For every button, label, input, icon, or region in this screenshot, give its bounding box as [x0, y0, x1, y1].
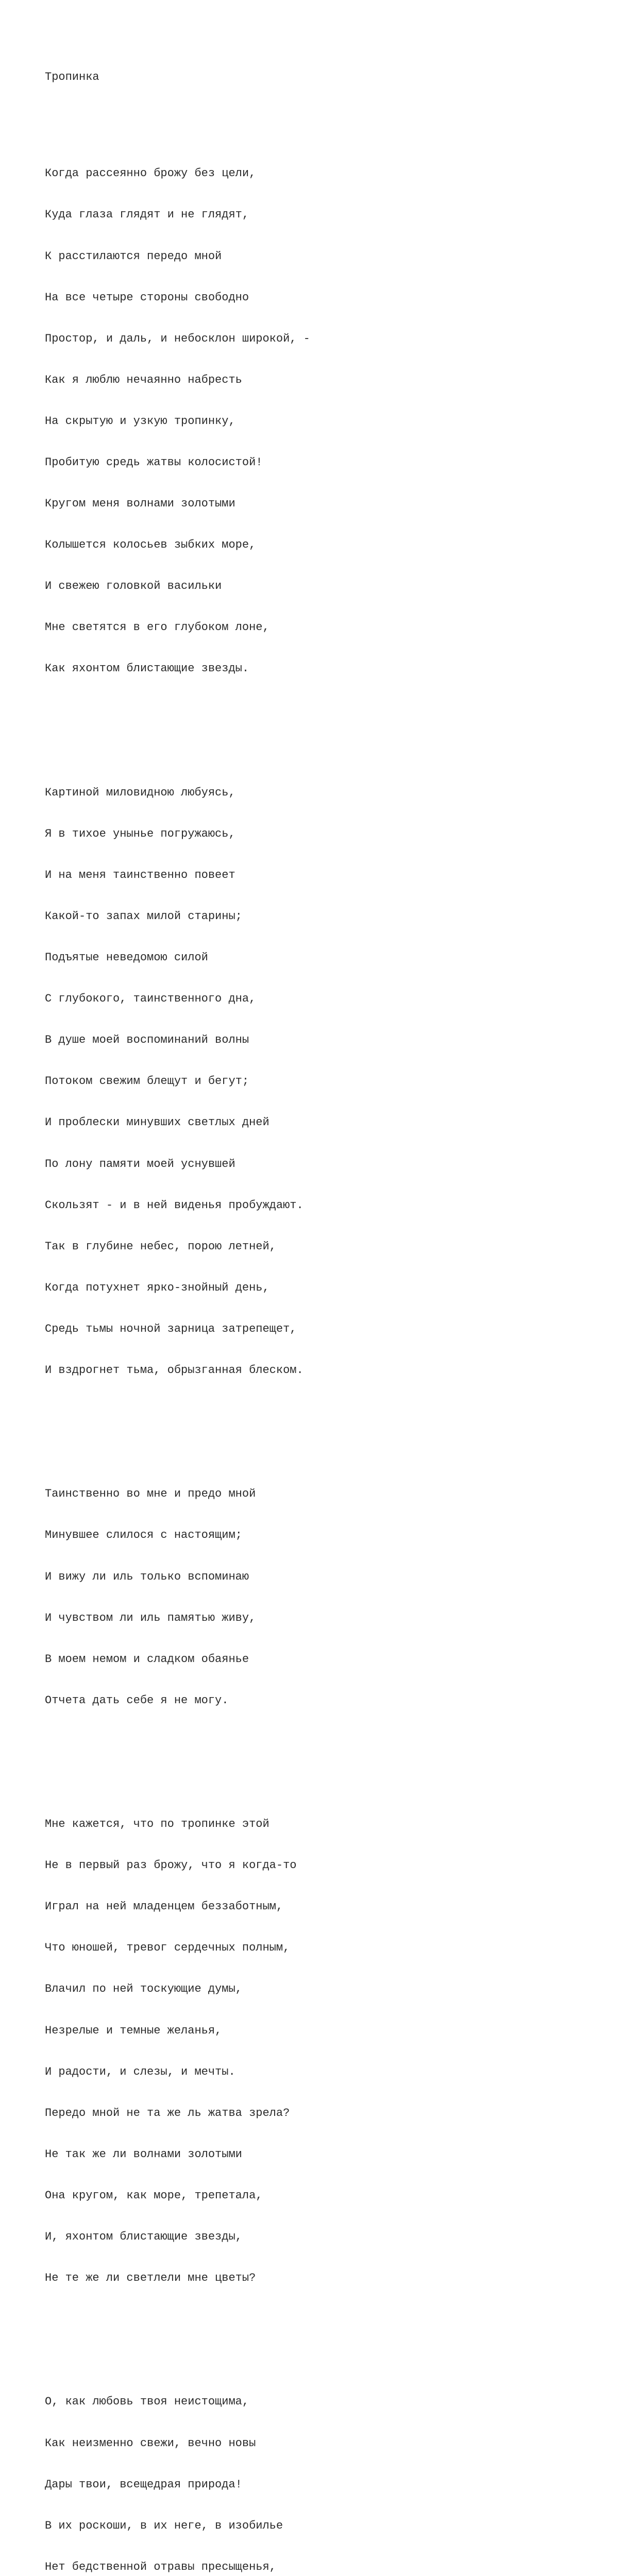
- poem-line: Простор, и даль, и небосклон широкой, -: [45, 332, 310, 345]
- poem-title: Тропинка: [45, 71, 99, 84]
- poem-line: Когда потухнет ярко-знойный день,: [45, 1281, 270, 1294]
- poem-line: Что юношей, тревог сердечных полным,: [45, 1941, 290, 1955]
- poem-line: Как я люблю нечаянно набресть: [45, 373, 242, 386]
- poem-line: Колышется колосьев зыбких море,: [45, 538, 256, 552]
- poem-line: Я в тихое унынье погружаюсь,: [45, 827, 235, 840]
- poem-line: На все четыре стороны свободно: [45, 291, 249, 304]
- stanza-4: [45, 1790, 612, 2313]
- poem-line: На скрытую и узкую тропинку,: [45, 414, 235, 428]
- poem-line: Передо мной не та же ль жатва зрела?: [45, 2106, 290, 2120]
- poem-line: В их роскоши, в их неге, в изобилье: [45, 2519, 283, 2532]
- poem-line: Какой-то запах милой старины;: [45, 910, 242, 923]
- poem-line: Пробитую средь жатвы колосистой!: [45, 455, 263, 469]
- poem-line: К расстилаются передо мной: [45, 249, 222, 263]
- poem-line: По лону памяти моей уснувшей: [45, 1157, 235, 1171]
- poem-line: В моем немом и сладком обаянье: [45, 1652, 249, 1666]
- poem-line: Мне кажется, что по тропинке этой: [45, 1818, 270, 1831]
- poem-line: Как неизменно свежи, вечно новы: [45, 2436, 256, 2450]
- poem-line: Мне светятся в его глубоком лоне,: [45, 621, 270, 634]
- poem-line: И чувством ли иль памятью живу,: [45, 1611, 256, 1624]
- poem-line: И вздрогнет тьма, обрызганная блеском.: [45, 1364, 304, 1377]
- poem-line: Не так же ли волнами золотыми: [45, 2147, 242, 2161]
- stanza-5: [45, 2368, 612, 2576]
- poem-line: Куда глаза глядят и не глядят,: [45, 208, 249, 222]
- poem-line: В душе моей воспоминаний волны: [45, 1033, 249, 1047]
- poem-line: Потоком свежим блещут и бегут;: [45, 1075, 249, 1088]
- stanza-2: [45, 758, 612, 1405]
- poem-line: Отчета дать себе я не могу.: [45, 1693, 229, 1707]
- poem-line: Скользят - и в ней виденья пробуждают.: [45, 1198, 304, 1212]
- poem-line: Как яхонтом блистающие звезды.: [45, 662, 249, 675]
- poem-line: О, как любовь твоя неистощима,: [45, 2395, 249, 2409]
- poem-line: Дары твои, всещедрая природа!: [45, 2478, 242, 2491]
- poem-line: Подъятые неведомою силой: [45, 951, 208, 964]
- stanza-1: [45, 140, 612, 704]
- poem-line: Играл на ней младенцем беззаботным,: [45, 1900, 283, 1913]
- poem-line: Она кругом, как море, трепетала,: [45, 2189, 263, 2202]
- poem-line: И проблески минувших светлых дней: [45, 1116, 270, 1129]
- poem-line: И свежею головкой васильки: [45, 580, 222, 593]
- poem-line: Картиной миловидною любуясь,: [45, 786, 235, 799]
- poem-line: И, яхонтом блистающие звезды,: [45, 2230, 242, 2244]
- poem-text: [45, 43, 612, 2576]
- poem-line: Не в первый раз брожу, что я когда-то: [45, 1859, 297, 1872]
- poem-line: Таинственно во мне и предо мной: [45, 1487, 256, 1501]
- poem-line: Нет бедственной отравы пресыщенья,: [45, 2560, 276, 2573]
- poem-line: Кругом меня волнами золотыми: [45, 497, 235, 511]
- poem-line: Незрелые и темные желанья,: [45, 2024, 222, 2037]
- poem-line: Влачил по ней тоскующие думы,: [45, 1982, 242, 1996]
- poem-line: С глубокого, таинственного дна,: [45, 992, 256, 1006]
- poem-line: Минувшее слилося с настоящим;: [45, 1529, 242, 1542]
- poem-line: И вижу ли иль только вспоминаю: [45, 1570, 249, 1583]
- poem-line: Средь тьмы ночной зарница затрепещет,: [45, 1322, 297, 1335]
- poem-line: И радости, и слезы, и мечты.: [45, 2065, 235, 2078]
- poem-line: Когда рассеянно брожу без цели,: [45, 167, 256, 180]
- stanza-3: [45, 1460, 612, 1735]
- poem-line: Не те же ли светлели мне цветы?: [45, 2272, 256, 2285]
- poem-line: И на меня таинственно повеет: [45, 868, 235, 882]
- poem-line: Так в глубине небес, порою летней,: [45, 1240, 276, 1253]
